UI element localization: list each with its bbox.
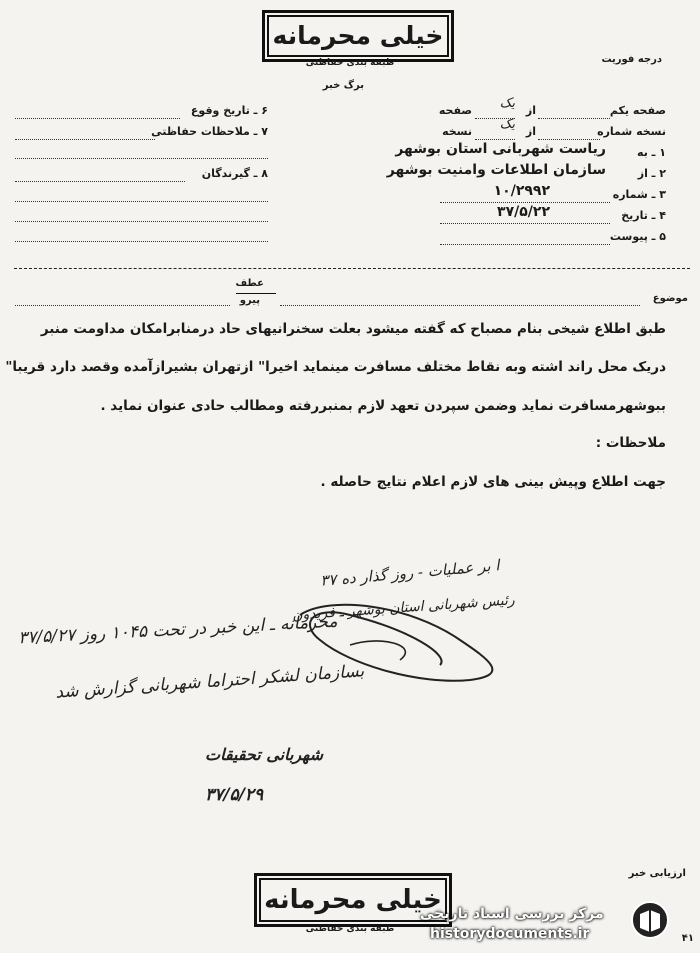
body-line-2: دریک محل راند اشته وبه نقاط مختلف مسافرت مینماید اخیرا" ازتهران بشیرازآمده وقصد دارد قریبا"	[5, 359, 666, 375]
remarks-label: ملاحظات :	[595, 435, 666, 451]
request-line: جهت اطلاع وپیش بینی های لازم اعلام نتایج حاصله .	[320, 474, 666, 490]
reference-label: عطف	[235, 278, 264, 289]
body-line-3: ببوشهرمسافرت نماید وضمن سپردن تعهد لازم بمنبررفته ومطالب حادی عنوان نماید .	[100, 398, 666, 414]
field-number-label: ۳ ـ شماره	[612, 188, 666, 201]
top-stamp-subtitle: طبقه بندی حفاظتی	[305, 58, 395, 68]
dotted-line	[15, 221, 268, 222]
handwritten-note-2: رئیس شهربانی استان بوشهر ـ فریدون	[291, 592, 516, 624]
handwritten-note-1: ا بر عملیات - روز گذار ده ۳۷	[319, 556, 501, 590]
field-occurrence-date-label: ۶ ـ تاریخ وقوع	[190, 104, 268, 117]
handwritten-note-4: بسازمان لشکر احتراما شهربانی گزارش شد	[54, 661, 365, 703]
dotted-line	[538, 139, 600, 140]
dotted-line	[15, 305, 230, 306]
field-copy-value: یک	[499, 117, 515, 132]
top-stamp-text: خیلی محرمانه	[272, 21, 444, 50]
dotted-line	[15, 118, 180, 119]
bottom-stamp-text: خیلی محرمانه	[264, 885, 442, 915]
field-recipients-label: ۸ ـ گیرندگان	[201, 167, 268, 180]
field-to-label: ۱ ـ به	[637, 146, 666, 159]
dotted-line	[15, 158, 268, 159]
field-number-value: ۱۰/۲۹۹۲	[493, 183, 550, 199]
reference-divider	[236, 293, 276, 294]
news-evaluation-label: ارزیابی خبر	[628, 868, 686, 879]
watermark-org: مرکز بررسی اسناد تاریخی	[420, 906, 604, 922]
field-to-value: ریاست شهربانی استان بوشهر	[395, 141, 606, 157]
field-from-label: ۲ ـ از	[637, 167, 666, 180]
field-security-notes-label: ۷ ـ ملاحظات حفاظتی	[151, 125, 268, 138]
field-copy-mid: از	[525, 125, 536, 138]
dotted-line	[280, 305, 640, 306]
urgency-label: درجه فوریت	[601, 54, 662, 65]
body-line-1: طبق اطلاع شیخی بنام مصباح که گفته میشود بعلت سخنرانیهای حاد درمنابرامکان مداومت منبر	[40, 321, 666, 337]
dotted-line	[440, 202, 610, 203]
field-copy-label: نسخه شماره	[597, 125, 666, 138]
archive-logo-icon	[630, 900, 670, 940]
form-title: برگ خبر	[322, 80, 364, 91]
field-date-value: ۳۷/۵/۲۲	[497, 204, 550, 220]
dotted-line	[475, 139, 515, 140]
field-from-value: سازمان اطلاعات وامنیت بوشهر	[386, 162, 606, 178]
watermark-site: historydocuments.ir	[430, 926, 590, 942]
page-number: ۴۱	[681, 933, 694, 944]
section-divider	[14, 268, 690, 269]
dotted-line	[15, 201, 268, 202]
dotted-line	[440, 223, 610, 224]
field-page-label: صفحه یکم	[609, 104, 666, 117]
dotted-line	[440, 244, 610, 245]
dotted-line	[538, 118, 610, 119]
top-classification-stamp	[262, 10, 454, 62]
bottom-stamp-subtitle: طبقه بندی حفاظتی	[305, 924, 395, 934]
field-date-label: ۴ ـ تاریخ	[621, 209, 666, 222]
field-page-value: یک	[499, 96, 515, 111]
dotted-line	[15, 181, 185, 182]
handwritten-date: ۳۷/۵/۲۹	[205, 785, 264, 805]
subject-label: موضوع	[652, 293, 688, 304]
handwritten-note-3: محرمانه ـ این خبر در تحت ۱۰۴۵ روز ۳۷/۵/۲۷	[17, 611, 338, 649]
field-copy-end: نسخه	[442, 125, 472, 138]
field-page-mid: از	[525, 104, 536, 117]
dotted-line	[15, 241, 268, 242]
field-page-end: صفحه	[438, 104, 472, 117]
field-attachment-label: ۵ ـ پیوست	[609, 230, 666, 243]
dotted-line	[15, 139, 155, 140]
followup-label: پیرو	[239, 295, 260, 306]
handwritten-signature: شهربانی تحقیقات	[205, 745, 324, 764]
